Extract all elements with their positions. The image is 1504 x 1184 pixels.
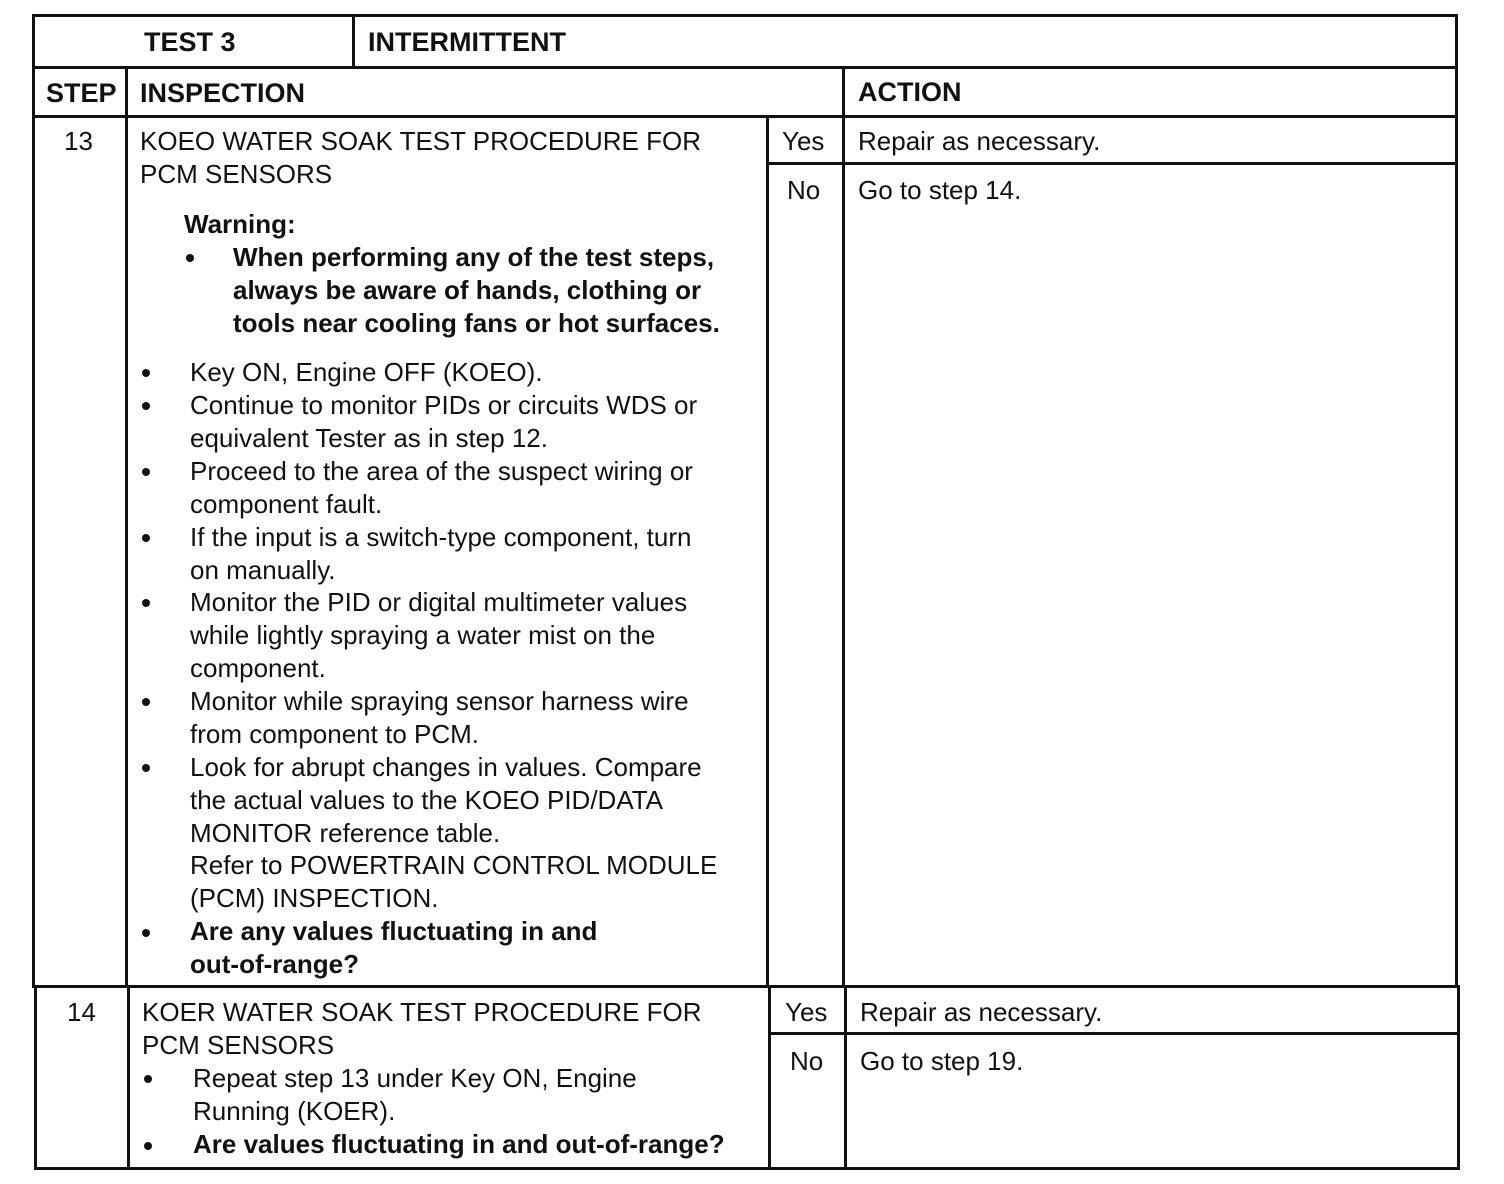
step-13-line: Refer to POWERTRAIN CONTROL MODULE <box>190 850 718 880</box>
step-13-divider-step <box>125 115 128 988</box>
column-header-step: STEP <box>46 78 117 108</box>
step-13-line: equivalent Tester as in step 12. <box>190 423 548 453</box>
step-13-title-line1: KOEO WATER SOAK TEST PROCEDURE FOR <box>140 126 702 156</box>
step-13-question-line2: out-of-range? <box>190 949 359 979</box>
step-14-yes-action: Repair as necessary. <box>860 997 1103 1027</box>
step-13-line: the actual values to the KOEO PID/DATA <box>190 785 664 815</box>
bullet-icon <box>142 929 150 937</box>
step-13-warning-label: Warning: <box>184 209 296 239</box>
step-14-divider-action <box>844 985 847 1170</box>
column-divider-step <box>125 66 128 118</box>
step-13-number: 13 <box>64 126 93 156</box>
bullet-icon <box>142 698 150 706</box>
bullet-icon <box>144 1142 152 1150</box>
step-13-line: Monitor the PID or digital multimeter values <box>190 587 688 617</box>
test-name: INTERMITTENT <box>368 27 566 57</box>
step-14-divider-step <box>127 985 130 1170</box>
step-14-no-action: Go to step 19. <box>860 1046 1024 1076</box>
step-13-warning-line2: always be aware of hands, clothing or <box>233 275 702 305</box>
step-13-yes-action: Repair as necessary. <box>858 126 1101 156</box>
column-divider-action <box>842 66 845 118</box>
warning-bullet-icon <box>186 254 194 262</box>
bullet-icon <box>142 764 150 772</box>
step-14-line: Repeat step 13 under Key ON, Engine <box>193 1063 637 1093</box>
bullet-icon <box>142 534 150 542</box>
step-13-line: (PCM) INSPECTION. <box>190 883 439 913</box>
bullet-icon <box>144 1075 152 1083</box>
header-divider <box>352 14 355 69</box>
bullet-icon <box>142 402 150 410</box>
bullet-icon <box>142 468 150 476</box>
step-13-warning-line3: tools near cooling fans or hot surfaces. <box>233 308 720 338</box>
column-header-action: ACTION <box>858 77 962 107</box>
step-13-line: MONITOR reference table. <box>190 818 501 848</box>
step-14-yes: Yes <box>785 997 828 1027</box>
step-13-no-action: Go to step 14. <box>858 175 1022 205</box>
step-13-line: on manually. <box>190 555 336 585</box>
step-13-divider-action <box>842 115 845 988</box>
step-13-line: Continue to monitor PIDs or circuits WDS or <box>190 390 698 420</box>
step-14-no: No <box>790 1046 824 1076</box>
step-14-yes-no-separator <box>768 1032 1460 1035</box>
test-label: TEST 3 <box>144 27 236 57</box>
step-14-title-line2: PCM SENSORS <box>142 1030 335 1060</box>
step-13-line: Key ON, Engine OFF (KOEO). <box>190 357 543 387</box>
step-14-question: Are values fluctuating in and out-of-range? <box>193 1129 725 1159</box>
header-frame <box>32 14 1458 69</box>
step-13-divider-yesno <box>766 115 769 988</box>
step-13-line: If the input is a switch-type component, turn <box>190 522 692 552</box>
step-13-line: Monitor while spraying sensor harness wire <box>190 686 689 716</box>
bullet-icon <box>142 369 150 377</box>
step-13-yes: Yes <box>782 126 825 156</box>
step-13-title-line2: PCM SENSORS <box>140 159 333 189</box>
step-13-no: No <box>787 175 821 205</box>
step-13-line: Look for abrupt changes in values. Compare <box>190 752 702 782</box>
step-13-line: component fault. <box>190 489 383 519</box>
step-13-line: Proceed to the area of the suspect wiring or <box>190 456 693 486</box>
step-14-divider-yesno <box>768 985 771 1170</box>
column-header-inspection: INSPECTION <box>140 78 306 108</box>
step-13-line: from component to PCM. <box>190 719 479 749</box>
step-14-title-line1: KOER WATER SOAK TEST PROCEDURE FOR <box>142 997 702 1027</box>
step-14-number: 14 <box>67 997 96 1027</box>
step-14-line: Running (KOER). <box>193 1096 396 1126</box>
step-13-warning-line1: When performing any of the test steps, <box>233 242 715 272</box>
step-13-yes-no-separator <box>766 162 1458 165</box>
bullet-icon <box>142 599 150 607</box>
step-13-line: component. <box>190 653 326 683</box>
step-13-line: while lightly spraying a water mist on the <box>190 620 656 650</box>
step-13-question-line1: Are any values fluctuating in and <box>190 916 598 946</box>
